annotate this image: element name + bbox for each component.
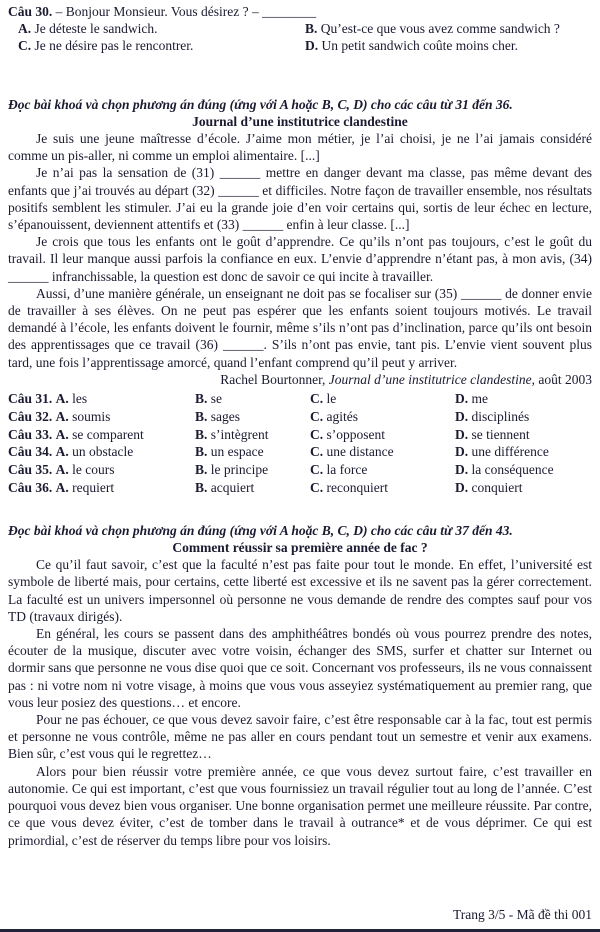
option-text: un espace bbox=[210, 444, 264, 460]
option-letter: A. bbox=[55, 480, 69, 496]
cell bbox=[310, 461, 455, 479]
option-text: conquiert bbox=[471, 480, 523, 496]
option-letter: A. bbox=[55, 408, 69, 424]
question-30-prompt: – Bonjour Monsieur. Vous désirez ? – ________ bbox=[55, 4, 317, 19]
option-text: Je déteste le sandwich. bbox=[34, 21, 158, 37]
option-c bbox=[18, 37, 305, 54]
option-text: s’intègrent bbox=[210, 426, 269, 442]
option-text: la force bbox=[326, 462, 368, 478]
cell bbox=[455, 426, 592, 444]
option-letter: C. bbox=[310, 391, 324, 407]
option-text: soumis bbox=[72, 408, 111, 424]
cell bbox=[195, 408, 310, 426]
attribution bbox=[8, 371, 592, 388]
option-letter: D. bbox=[455, 462, 469, 478]
question-31-row bbox=[8, 390, 592, 408]
option-letter: A. bbox=[18, 21, 32, 37]
passage-1-paragraph: Je n’ai pas la sensation de (31) ______ mettre en danger devant ma classe, pas même devant des enfants que j’ai trouvés au départ (32) ______ et difficiles. Notre façon de travailler ensemble, nos résultats positifs semblent les stimuler. J’ai eu la grande joie d’en voir certains qui, sortis de leur échec en lecture, s’épanouissent, deviennent attentifs et (33) ______ enfin à leur classe. [...] bbox=[8, 165, 592, 233]
option-letter: D. bbox=[455, 408, 469, 424]
footer-text: Trang 3/5 - Mã đề thi 001 bbox=[453, 906, 592, 922]
question-35-row bbox=[8, 461, 592, 479]
cell bbox=[455, 443, 592, 461]
option-text: le cours bbox=[72, 462, 115, 478]
cell bbox=[8, 461, 195, 479]
passage-1-title: Journal d’une institutrice clandestine bbox=[192, 113, 408, 129]
option-letter: C. bbox=[310, 426, 324, 442]
question-33-row bbox=[8, 426, 592, 444]
passage-1-paragraph: Je crois que tous les enfants ont le goût d’apprendre. Ce qu’ils n’ont pas toujours, c’est le goût du travail. Il leur manque aussi parfois la confiance en eux. L’envie d’apprendre n’étant pas, à mon avis, (34) ______ infranchissable, la question est donc de savoir ce qui incite à travailler. bbox=[8, 234, 592, 284]
option-letter: A. bbox=[55, 391, 69, 407]
passage-1-paragraph: Aussi, d’une manière générale, un enseignant ne doit pas se focaliser sur (35) ______ de donner envie de travailler à ses élèves. On ne peut pas espérer que les enfants soient toujours motivés. Le travail demandé à l’école, les enfants doivent le fournir, même s’ils n’ont pas d’inclination, parce qu’ils ont besoin des apprentissages que ce travail (36) ______. S’ils n’ont pas envie, tant pis. L’envie vient souvent plus tard, une fois l’apprentissage amorcé, quand l’enfant comprend qu’il peut y arriver. bbox=[8, 285, 592, 370]
passage-2-paragraph: Pour ne pas échouer, ce que vous devez savoir faire, c’est être responsable car à la fac, tout est permis et personne ne vous contrôle, même ne pas aller en cours pendant tout un semestre et venir aux examens. Bien sûr, c’est vous qui le regrettez… bbox=[8, 712, 592, 762]
option-a bbox=[18, 20, 305, 37]
cell bbox=[455, 390, 592, 408]
question-label: Câu 36. bbox=[8, 480, 53, 496]
option-text: se comparent bbox=[72, 426, 144, 442]
question-label: Câu 32. bbox=[8, 408, 53, 424]
question-30 bbox=[8, 3, 592, 20]
option-text: le principe bbox=[210, 462, 269, 478]
cell bbox=[8, 443, 195, 461]
option-letter: B. bbox=[195, 391, 208, 407]
option-text: se tiennent bbox=[471, 426, 530, 442]
cell bbox=[195, 390, 310, 408]
option-text: un obstacle bbox=[72, 444, 134, 460]
cell bbox=[195, 461, 310, 479]
questions-31-36-table bbox=[8, 390, 592, 497]
author-name: Rachel Bourtonner, bbox=[220, 371, 329, 387]
option-text: disciplinés bbox=[471, 408, 530, 424]
passage-2-title: Comment réussir sa première année de fac ? bbox=[172, 540, 428, 556]
option-text: Un petit sandwich coûte moins cher. bbox=[321, 38, 518, 54]
question-label: Câu 34. bbox=[8, 444, 53, 460]
question-label: Câu 31. bbox=[8, 391, 53, 407]
cell bbox=[195, 443, 310, 461]
cell bbox=[310, 408, 455, 426]
option-letter: C. bbox=[310, 444, 324, 460]
question-label: Câu 35. bbox=[8, 462, 53, 478]
option-letter: B. bbox=[195, 480, 208, 496]
option-letter: A. bbox=[55, 426, 69, 442]
question-30-options bbox=[8, 20, 592, 54]
cell bbox=[8, 408, 195, 426]
option-text: une distance bbox=[326, 444, 394, 460]
question-30-label: Câu 30. bbox=[8, 4, 53, 19]
option-text: les bbox=[72, 391, 88, 407]
passage-1-paragraph: Je suis une jeune maîtresse d’école. J’aime mon métier, je l’ai choisi, je ne l’ai jamais considéré comme un pis-aller, ni comme un emploi alimentaire. [...] bbox=[8, 131, 592, 164]
cell bbox=[8, 426, 195, 444]
option-letter: B. bbox=[195, 462, 208, 478]
option-text: agités bbox=[326, 408, 358, 424]
question-36-row bbox=[8, 479, 592, 497]
question-label: Câu 33. bbox=[8, 426, 53, 442]
reading-instruction-1: Đọc bài khoá và chọn phương án đúng (ứng với A hoặc B, C, D) cho các câu từ 31 đến 36. bbox=[8, 96, 513, 112]
passage-2-paragraph: Alors pour bien réussir votre première année, ce que vous devez surtout faire, c’est travailler en autonomie. Ce qui est important, c’est que vous fournissiez un travail régulier tout au long de l’année. C’est pourquoi vous devez bien vous organiser. Une bonne organisation permet une meilleure réussite. Par contre, ce que vous devez éviter, c’est de tomber dans le travail à outrance* et de vous déprimer. Ce qui est primordial, c’est de réserver du temps libre pour vos loisirs. bbox=[8, 763, 592, 848]
option-b bbox=[305, 20, 592, 37]
option-letter: C. bbox=[310, 408, 324, 424]
option-letter: D. bbox=[455, 480, 469, 496]
cell bbox=[310, 390, 455, 408]
passage-2-paragraph: En général, les cours se passent dans des amphithéâtres bondés où vous pourrez prendre des notes, écouter de la musique, discuter avec votre voisin, échanger des SMS, surfer et chatter sur Internet ou dormir sans que personne ne vous dise quoi que ce soit. Concernant vos professeurs, ils ne vous connaissent pas : ni votre nom ni votre visage, à moins que vous vous asseyiez systématiquement au premier rang, que vous leur posiez des questions… et encore. bbox=[8, 626, 592, 710]
cell bbox=[8, 390, 195, 408]
publication-date: , août 2003 bbox=[531, 371, 592, 387]
option-letter: B. bbox=[195, 444, 208, 460]
option-letter: B. bbox=[195, 408, 208, 424]
question-34-row bbox=[8, 443, 592, 461]
option-letter: A. bbox=[55, 462, 69, 478]
option-letter: D. bbox=[455, 426, 469, 442]
option-text: se bbox=[210, 391, 223, 407]
page-footer bbox=[0, 906, 600, 932]
cell bbox=[455, 461, 592, 479]
passage-2-paragraph: Ce qu’il faut savoir, c’est que la faculté n’est pas faite pour tout le monde. En effet, l’université est symbole de liberté mais, pour certains, cette liberté est excessive et ils ne savent pas la gérer correctement. La faculté est un univers impersonnel où personne ne vous demande de rendre des comptes sauf pour vos TD (travaux dirigés). bbox=[8, 557, 592, 624]
reading-instruction-2: Đọc bài khoá và chọn phương án đúng (ứng với A hoặc B, C, D) cho các câu từ 37 đến 43. bbox=[8, 522, 513, 538]
option-text: requiert bbox=[72, 480, 115, 496]
option-text: sages bbox=[210, 408, 241, 424]
option-letter: A. bbox=[55, 444, 69, 460]
work-title: Journal d’une institutrice clandestine bbox=[328, 371, 532, 387]
option-letter: D. bbox=[455, 444, 469, 460]
cell bbox=[195, 479, 310, 497]
cell bbox=[195, 426, 310, 444]
option-text: Qu’est-ce que vous avez comme sandwich ? bbox=[320, 21, 560, 37]
option-text: acquiert bbox=[210, 480, 255, 496]
cell bbox=[8, 479, 195, 497]
option-text: s’opposent bbox=[326, 426, 385, 442]
question-32-row bbox=[8, 408, 592, 426]
option-text: le bbox=[326, 391, 337, 407]
option-text: me bbox=[471, 391, 488, 407]
option-letter: C. bbox=[310, 462, 324, 478]
option-letter: B. bbox=[195, 426, 208, 442]
option-text: une différence bbox=[471, 444, 549, 460]
option-text: Je ne désire pas le rencontrer. bbox=[34, 38, 194, 54]
option-letter: D. bbox=[455, 391, 469, 407]
option-text: la conséquence bbox=[471, 462, 554, 478]
option-letter: C. bbox=[310, 480, 324, 496]
option-letter: C. bbox=[18, 38, 32, 54]
cell bbox=[310, 479, 455, 497]
cell bbox=[310, 443, 455, 461]
cell bbox=[310, 426, 455, 444]
option-text: reconquiert bbox=[326, 480, 388, 496]
cell bbox=[455, 408, 592, 426]
option-letter: D. bbox=[305, 38, 319, 54]
option-d bbox=[305, 37, 592, 54]
option-letter: B. bbox=[305, 21, 318, 37]
cell bbox=[455, 479, 592, 497]
